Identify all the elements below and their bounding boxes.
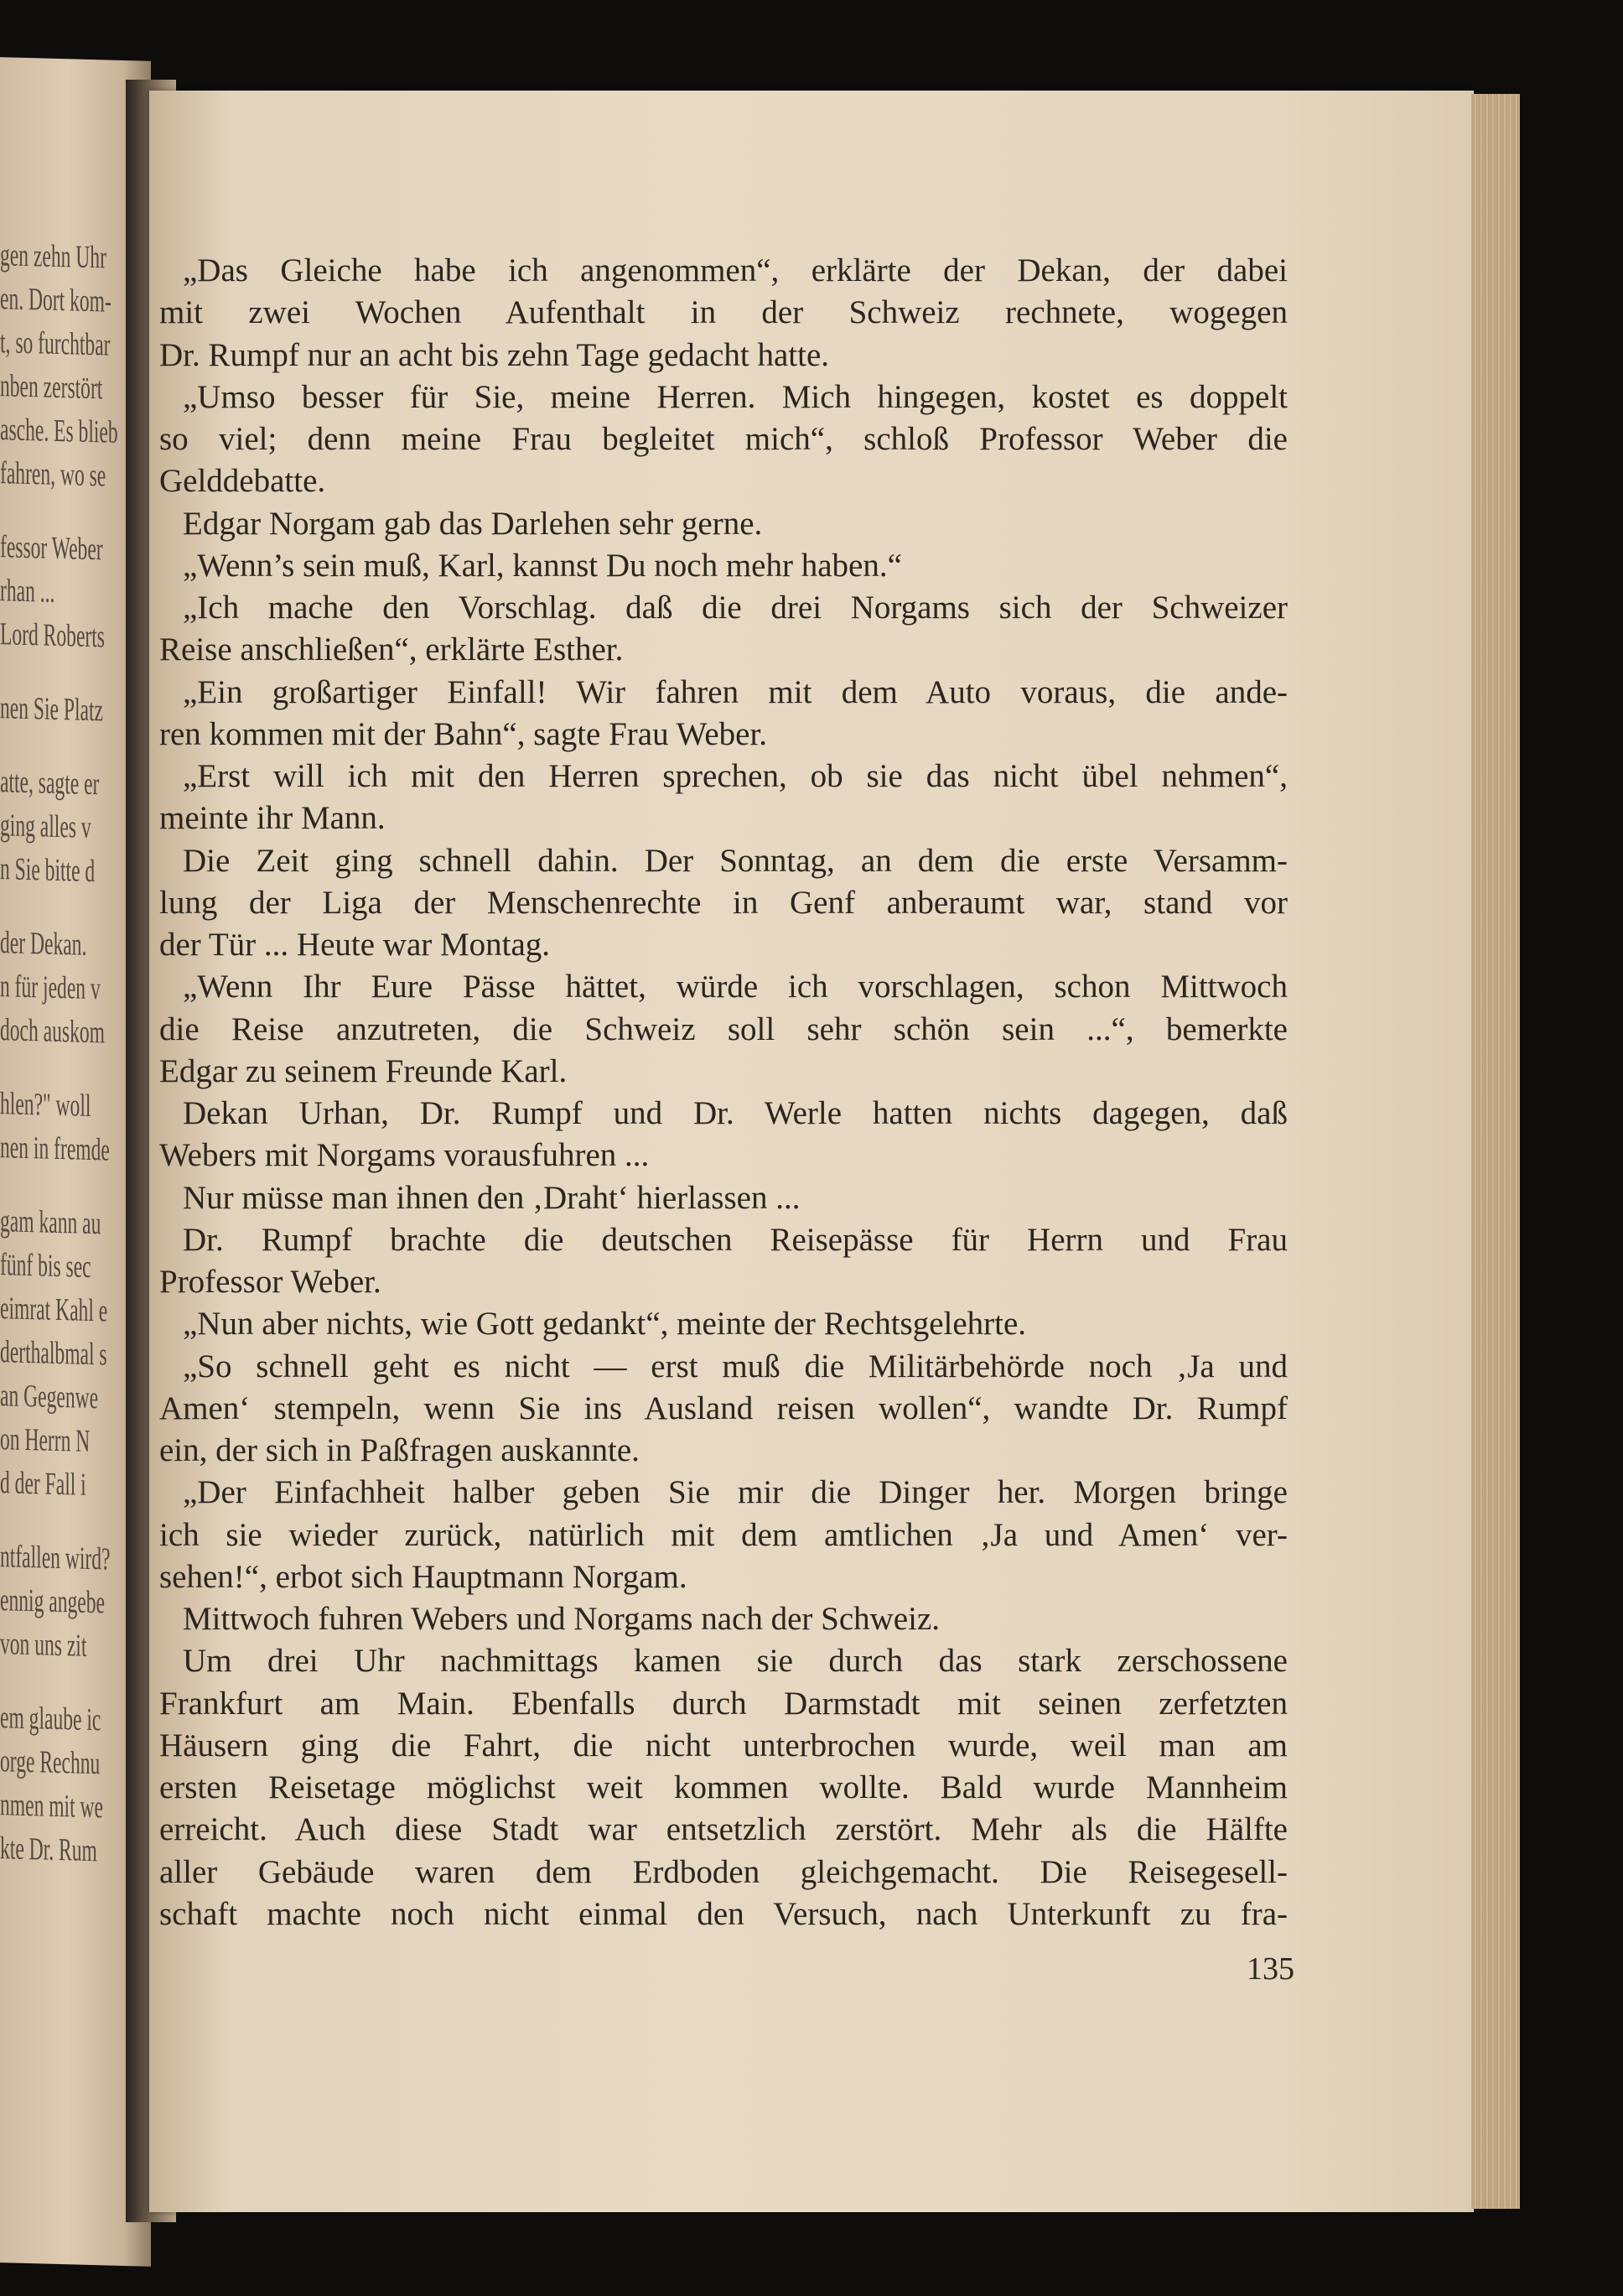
previous-page-line: fünf bis sec [0,1247,91,1286]
previous-page-line: nmen mit we [0,1787,104,1826]
text-line: Dr. Rumpf nur an acht bis zehn Tage gedacht hatte. [159,336,830,373]
body-text [159,250,1288,1935]
text-line: „Wenn’s sein muß, Karl, kannst Du noch mehr haben.“ [183,547,902,584]
text-line: ren kommen mit der Bahn“, sagte Frau Weber. [159,715,768,752]
text-line: sehen!“, erbot sich Hauptmann Norgam. [159,1558,687,1595]
text-line: Häusern ging die Fahrt, die nicht unterbrochen wurde, weil man am [159,1727,1288,1764]
text-line: Edgar Norgam gab das Darlehen sehr gerne. [183,505,763,542]
previous-page-line: von uns zit [0,1626,87,1664]
text-line: ersten Reisetage möglichst weit kommen wollte. Bald wurde Mannheim [159,1769,1288,1805]
text-line: Webers mit Norgams vorausfuhren ... [159,1137,650,1174]
previous-page-line: gam kann au [0,1203,101,1242]
previous-page-line: nen in fremde [0,1130,110,1168]
previous-page-line: hlen?" woll [0,1086,91,1125]
text-line: Gelddebatte. [159,463,326,500]
text-line: Amen‘ stempeln, wenn Sie ins Ausland reisen wollen“, wandte Dr. Rumpf [159,1390,1288,1426]
page-edges [1471,94,1520,2209]
previous-page-line: asche. Es blieb [0,412,118,450]
text-line: Professor Weber. [159,1264,381,1300]
previous-page-line: ennig angebe [0,1582,105,1621]
text-line: „Erst will ich mit den Herren sprechen, ob sie das nicht übel nehmen“, [183,758,1288,794]
text-line: „So schnell geht es nicht — erst muß die Militärbehörde noch ‚Ja und [183,1348,1288,1384]
previous-page-line: nen Sie Platz [0,690,104,729]
text-line: „Der Einfachheit halber geben Sie mir die Dinger her. Morgen bringe [183,1474,1288,1511]
previous-page-line: t, so furchtbar [0,325,111,363]
previous-page-line: d der Fall i [0,1465,86,1503]
previous-page-line: rhan ... [0,573,55,610]
text-line: ein, der sich in Paßfragen auskannte. [159,1432,640,1468]
text-line: erreicht. Auch diese Stadt war entsetzlich zerstört. Mehr als die Hälfte [159,1811,1288,1848]
text-line: Um drei Uhr nachmittags kamen sie durch das stark zerschossene [183,1643,1288,1680]
page-number: 135 [1247,1951,1294,1987]
text-line: Die Zeit ging schnell dahin. Der Sonntag, an dem die erste Versamm- [183,842,1288,879]
previous-page-line: en. Dort kom- [0,281,111,319]
text-line: Reise anschließen“, erklärte Esther. [159,631,624,668]
previous-page-line: gen zehn Uhr [0,237,106,276]
previous-page-line: derthalbmal s [0,1334,107,1373]
previous-page-line: fessor Weber [0,529,103,568]
text-line: lung der Liga der Menschenrechte in Genf anberaumt war, stand vor [159,884,1288,921]
text-line: die Reise anzutreten, die Schweiz soll sehr schön sein ...“, bemerkte [159,1010,1288,1047]
text-line: „Ein großartiger Einfall! Wir fahren mit dem Auto voraus, die ande- [183,673,1288,710]
text-line: „Nun aber nichts, wie Gott gedankt“, meinte der Rechtsgelehrte. [183,1306,1027,1343]
previous-page-line: on Herrn N [0,1421,91,1459]
text-line: so viel; denn meine Frau begleitet mich“, schloß Professor Weber die [159,421,1288,457]
previous-page-line: eimrat Kahl e [0,1291,108,1329]
previous-page-line: n für jeden v [0,969,101,1007]
text-line: „Das Gleiche habe ich angenommen“, erklärte der Dekan, der dabei [183,252,1288,288]
text-line: der Tür ... Heute war Montag. [159,927,551,963]
text-line: schaft machte noch nicht einmal den Versuch, nach Unterkunft zu fra- [159,1895,1288,1932]
previous-page-line: doch auskom [0,1012,105,1051]
text-line: „Ich mache den Vorschlag. daß die drei Norgams sich der Schweizer [183,590,1288,626]
previous-page-line: kte Dr. Rum [0,1831,97,1869]
text-line: Mittwoch fuhren Webers und Norgams nach der Schweiz. [183,1601,941,1637]
text-line: meinte ihr Mann. [159,800,386,837]
text-line: Frankfurt am Main. Ebenfalls durch Darmstadt mit seinen zerfetzten [159,1685,1288,1722]
previous-page-line: ntfallen wird? [0,1539,111,1577]
previous-page-line: fahren, wo se [0,455,106,494]
previous-page-line: atte, sagte er [0,764,100,803]
text-line: „Umso besser für Sie, meine Herren. Mich hingegen, kostet es doppelt [183,378,1288,415]
previous-page-line: Lord Roberts [0,616,105,655]
previous-page-line: orge Rechnu [0,1743,101,1782]
text-line: „Wenn Ihr Eure Pässe hättet, würde ich vorschlagen, schon Mittwoch [183,969,1288,1005]
previous-page-line: nben zerstört [0,368,103,407]
previous-page-line: der Dekan. [0,925,87,963]
text-line: Edgar zu seinem Freunde Karl. [159,1052,568,1089]
text-line: Dekan Urhan, Dr. Rumpf und Dr. Werle hatten nichts dagegen, daß [183,1095,1288,1131]
text-line: Dr. Rumpf brachte die deutschen Reisepässe für Herrn und Frau [183,1221,1288,1258]
previous-page-line: an Gegenwe [0,1378,99,1416]
previous-page-line: ging alles v [0,808,91,846]
text-line: ich sie wieder zurück, natürlich mit dem amtlichen ‚Ja und Amen‘ ver- [159,1516,1288,1553]
text-line: mit zwei Wochen Aufenthalt in der Schweiz rechnete, wogegen [159,294,1288,331]
text-line: aller Gebäude waren dem Erdboden gleichgemacht. Die Reisegesell- [159,1853,1288,1890]
text-line: Nur müsse man ihnen den ‚Draht‘ hierlassen ... [183,1179,801,1216]
previous-page-line: n Sie bitte d [0,851,96,890]
previous-page-line: em glaube ic [0,1700,101,1738]
